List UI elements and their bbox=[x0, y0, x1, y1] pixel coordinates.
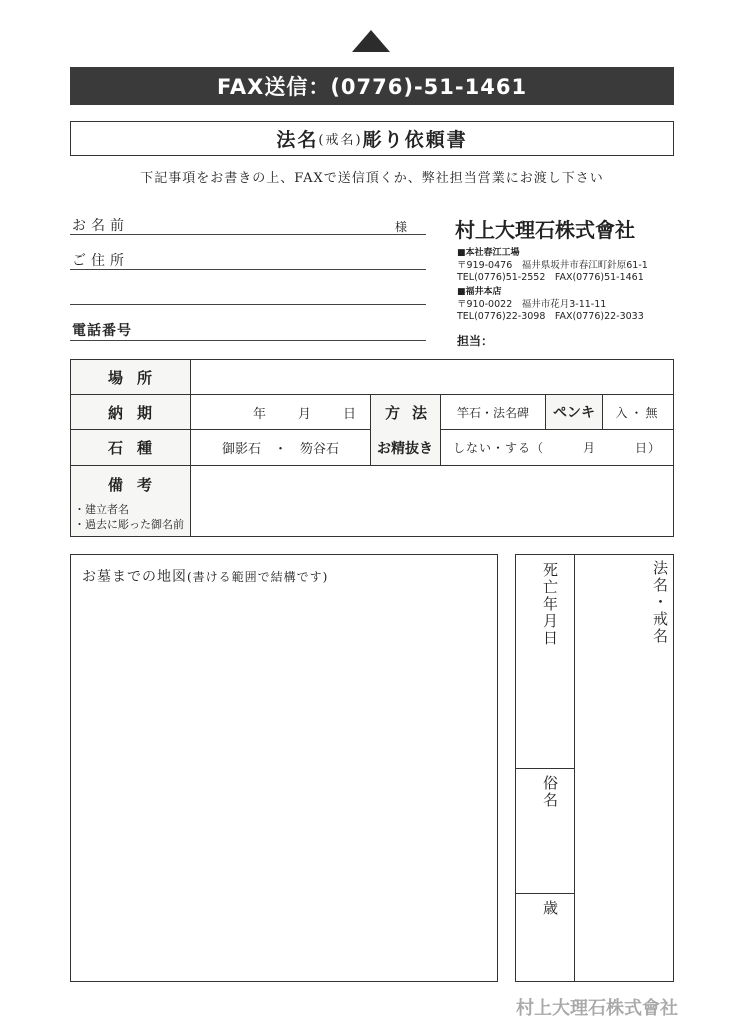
notes-sub2: ・過去に彫った御名前 bbox=[74, 518, 184, 531]
branch1-title: ■本社春江工場 bbox=[457, 248, 520, 258]
instructions: 下記事項をお書きの上、FAXで送信頂くか、弊社担当営業にお渡し下さい bbox=[140, 171, 604, 186]
title-note: (戒名) bbox=[318, 133, 363, 148]
map-label bbox=[82, 566, 328, 586]
name-label: お名前 bbox=[72, 218, 129, 234]
map-box[interactable] bbox=[70, 554, 498, 982]
posthumous-label: 法名・戒名 bbox=[651, 560, 669, 645]
removal-value[interactable]: しない・する（ 月 日） bbox=[452, 441, 661, 455]
map-label-text: お墓までの地図 bbox=[82, 569, 187, 585]
notes-field[interactable] bbox=[191, 466, 673, 536]
removal-label: お精抜き bbox=[377, 440, 433, 457]
title-main1: 法名 bbox=[276, 129, 319, 151]
name-field[interactable] bbox=[70, 234, 426, 235]
phone-field[interactable] bbox=[70, 340, 426, 341]
posthumous-field[interactable] bbox=[575, 555, 673, 981]
delivery-label: 納期 bbox=[107, 403, 166, 422]
address-field-1[interactable] bbox=[70, 269, 426, 270]
paint-value[interactable]: 入・無 bbox=[615, 405, 661, 420]
secular-name-field[interactable] bbox=[516, 769, 574, 893]
title-main2: 彫り依頼書 bbox=[362, 129, 468, 151]
method-value[interactable]: 竿石・法名碑 bbox=[456, 405, 529, 420]
method-label: 方法 bbox=[384, 403, 439, 422]
stone-value[interactable]: 御影石 ・ 笏谷石 bbox=[221, 442, 339, 457]
company-name: 村上大理石株式會社 bbox=[455, 218, 635, 242]
secular-name-label: 俗名 bbox=[541, 775, 559, 809]
stone-label: 石種 bbox=[107, 439, 166, 457]
notes-sub1: ・建立者名 bbox=[74, 503, 129, 516]
death-date-label: 死亡年月日 bbox=[541, 562, 559, 647]
phone-label: 電話番号 bbox=[72, 323, 132, 339]
map-note: (書ける範囲で結構です) bbox=[187, 570, 329, 584]
notes-label: 備考 bbox=[107, 475, 166, 494]
branch2-tel: TEL(0776)22-3098 FAX(0776)22-3033 bbox=[457, 311, 644, 322]
fax-number: FAX送信：(0776)-51-1461 bbox=[216, 75, 528, 99]
branch2-title: ■福井本店 bbox=[457, 287, 502, 297]
fax-header bbox=[70, 67, 674, 105]
death-date-field[interactable] bbox=[516, 555, 574, 768]
address-field-2[interactable] bbox=[70, 304, 426, 305]
address-label: ご住所 bbox=[72, 253, 129, 269]
age-field[interactable] bbox=[516, 894, 574, 981]
place-label: 場所 bbox=[107, 368, 166, 387]
paint-label: ペンキ bbox=[553, 405, 595, 421]
age-label: 歳 bbox=[541, 900, 559, 917]
up-arrow-icon bbox=[352, 30, 390, 52]
name-suffix: 様 bbox=[395, 220, 408, 234]
delivery-value[interactable]: 年 月 日 bbox=[252, 406, 358, 422]
contact-label: 担当： bbox=[457, 334, 494, 348]
form-title bbox=[70, 121, 674, 156]
branch1-tel: TEL(0776)51-2552 FAX(0776)51-1461 bbox=[457, 272, 644, 283]
branch1-address: 〒919-0476 福井県坂井市春江町針原61-1 bbox=[457, 260, 648, 271]
place-field[interactable] bbox=[191, 360, 673, 394]
footer-logo: 村上大理石株式會社 bbox=[516, 998, 678, 1019]
branch2-address: 〒910-0022 福井市花月3-11-11 bbox=[457, 299, 607, 310]
